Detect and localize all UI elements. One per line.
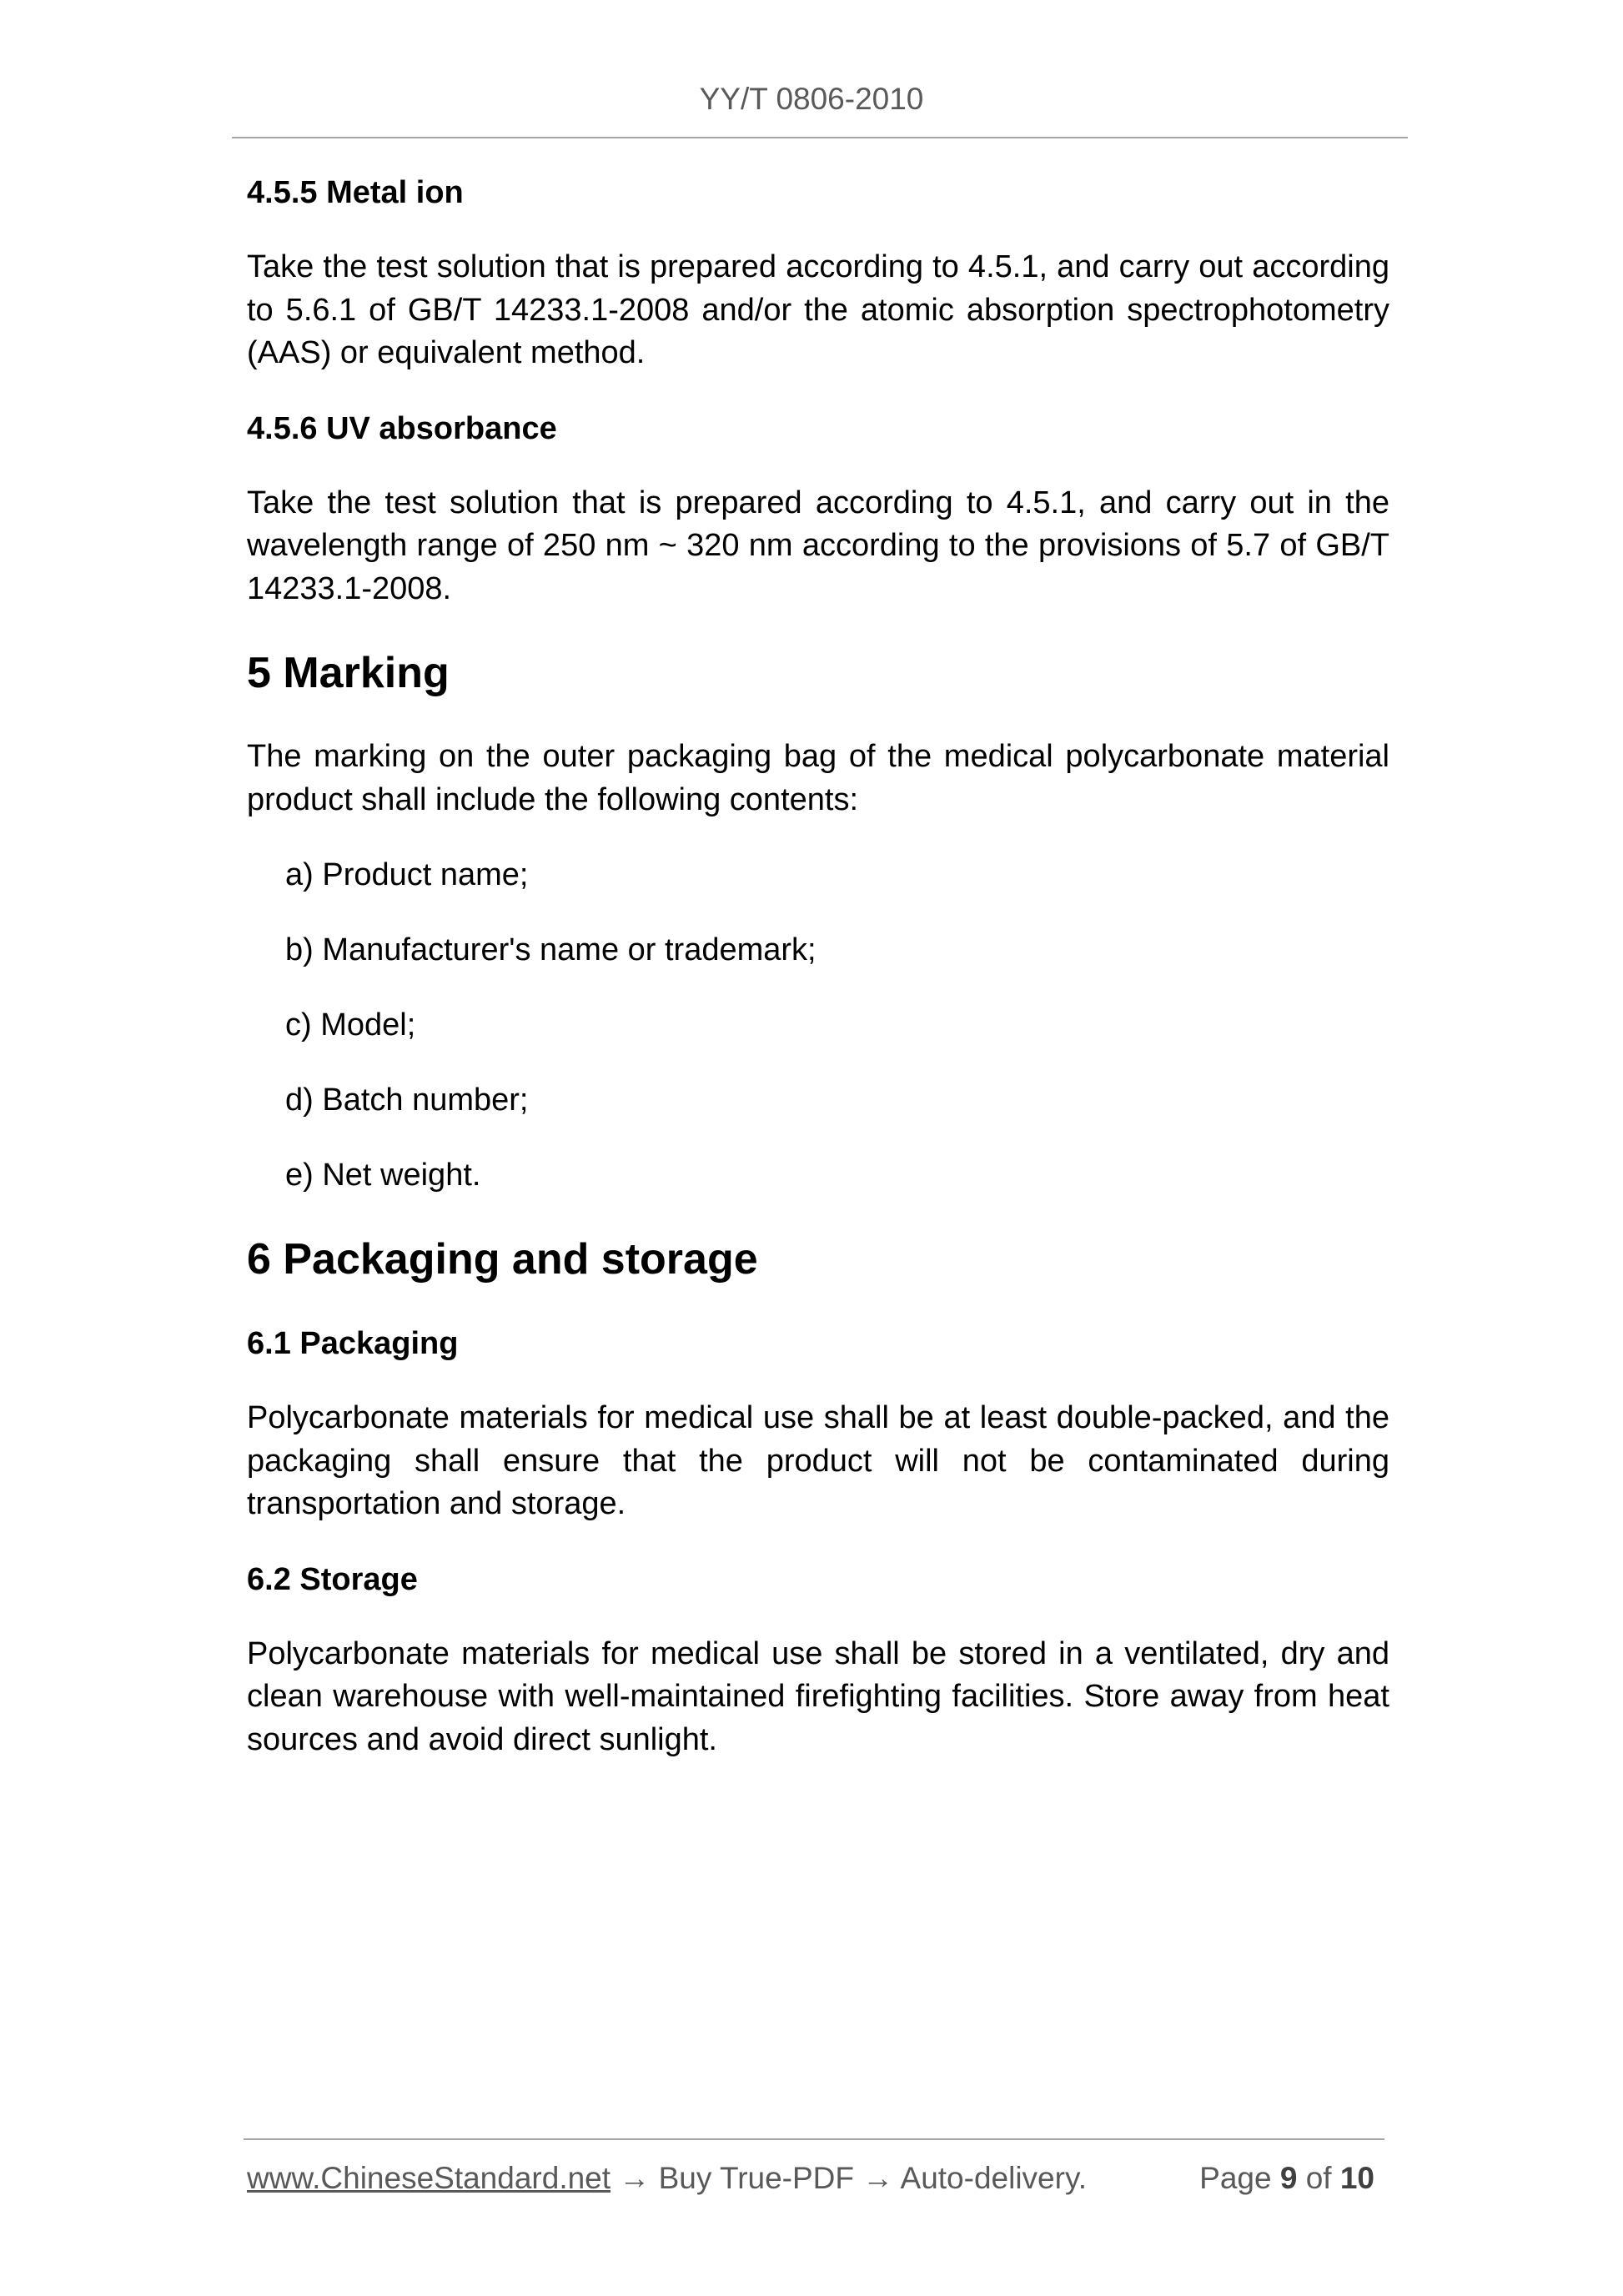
list-item: c) Model; [285,1007,416,1042]
footer-divider [244,2138,1384,2140]
section-4-5-6-heading: 4.5.6 UV absorbance [247,410,557,446]
section-5-heading: 5 Marking [247,649,450,697]
document-header-title: YY/T 0806-2010 [699,82,924,116]
list-item: b) Manufacturer's name or trademark; [285,932,817,967]
page-content [247,171,1389,1761]
section-6-2-body: Polycarbonate materials for medical use shall be stored in a ventilated, dry and clean warehouse with well-maintained firefighting facilities. Store away from heat sources and avoid direct sunlight. [247,1635,1389,1757]
list-item: d) Batch number; [285,1083,529,1118]
list-item: a) Product name; [285,857,529,892]
section-6-1-body: Polycarbonate materials for medical use shall be at least double-packed, and the packaging shall ensure that the product will not be contaminated during transportation and storage. [247,1400,1389,1521]
page-indicator [1199,2157,1374,2200]
list-item: e) Net weight. [285,1158,481,1193]
section-5-body: The marking on the outer packaging bag of the medical polycarbonate material product shall include the following contents: [247,739,1389,817]
of-label: of [1305,2161,1332,2195]
page-total: 10 [1339,2161,1374,2195]
marking-list [247,853,1389,1197]
footer-tagline: → Buy True-PDF → Auto-delivery. [611,2161,1087,2195]
section-4-5-6-body: Take the test solution that is prepared according to 4.5.1, and carry out in the wavelength range of 250 nm ~ 320 nm according to the provisions of 5.7 of GB/T 14233.1-2008. [247,485,1389,606]
section-4-5-5-heading: 4.5.5 Metal ion [247,175,464,210]
page-label: Page [1199,2161,1272,2195]
section-6-1-heading: 6.1 Packaging [247,1326,459,1361]
section-6-heading: 6 Packaging and storage [247,1235,758,1284]
section-6-2-heading: 6.2 Storage [247,1561,418,1597]
website-link[interactable]: www.ChineseStandard.net [247,2161,611,2195]
header-divider [232,137,1408,138]
section-4-5-5-body: Take the test solution that is prepared according to 4.5.1, and carry out according to 5.6.1 of GB/T 14233.1-2008 and/or the atomic absorption spectrophotometry (AAS) or equivalent method. [247,249,1389,370]
page-number: 9 [1279,2161,1298,2195]
footer-promo [247,2157,1087,2200]
